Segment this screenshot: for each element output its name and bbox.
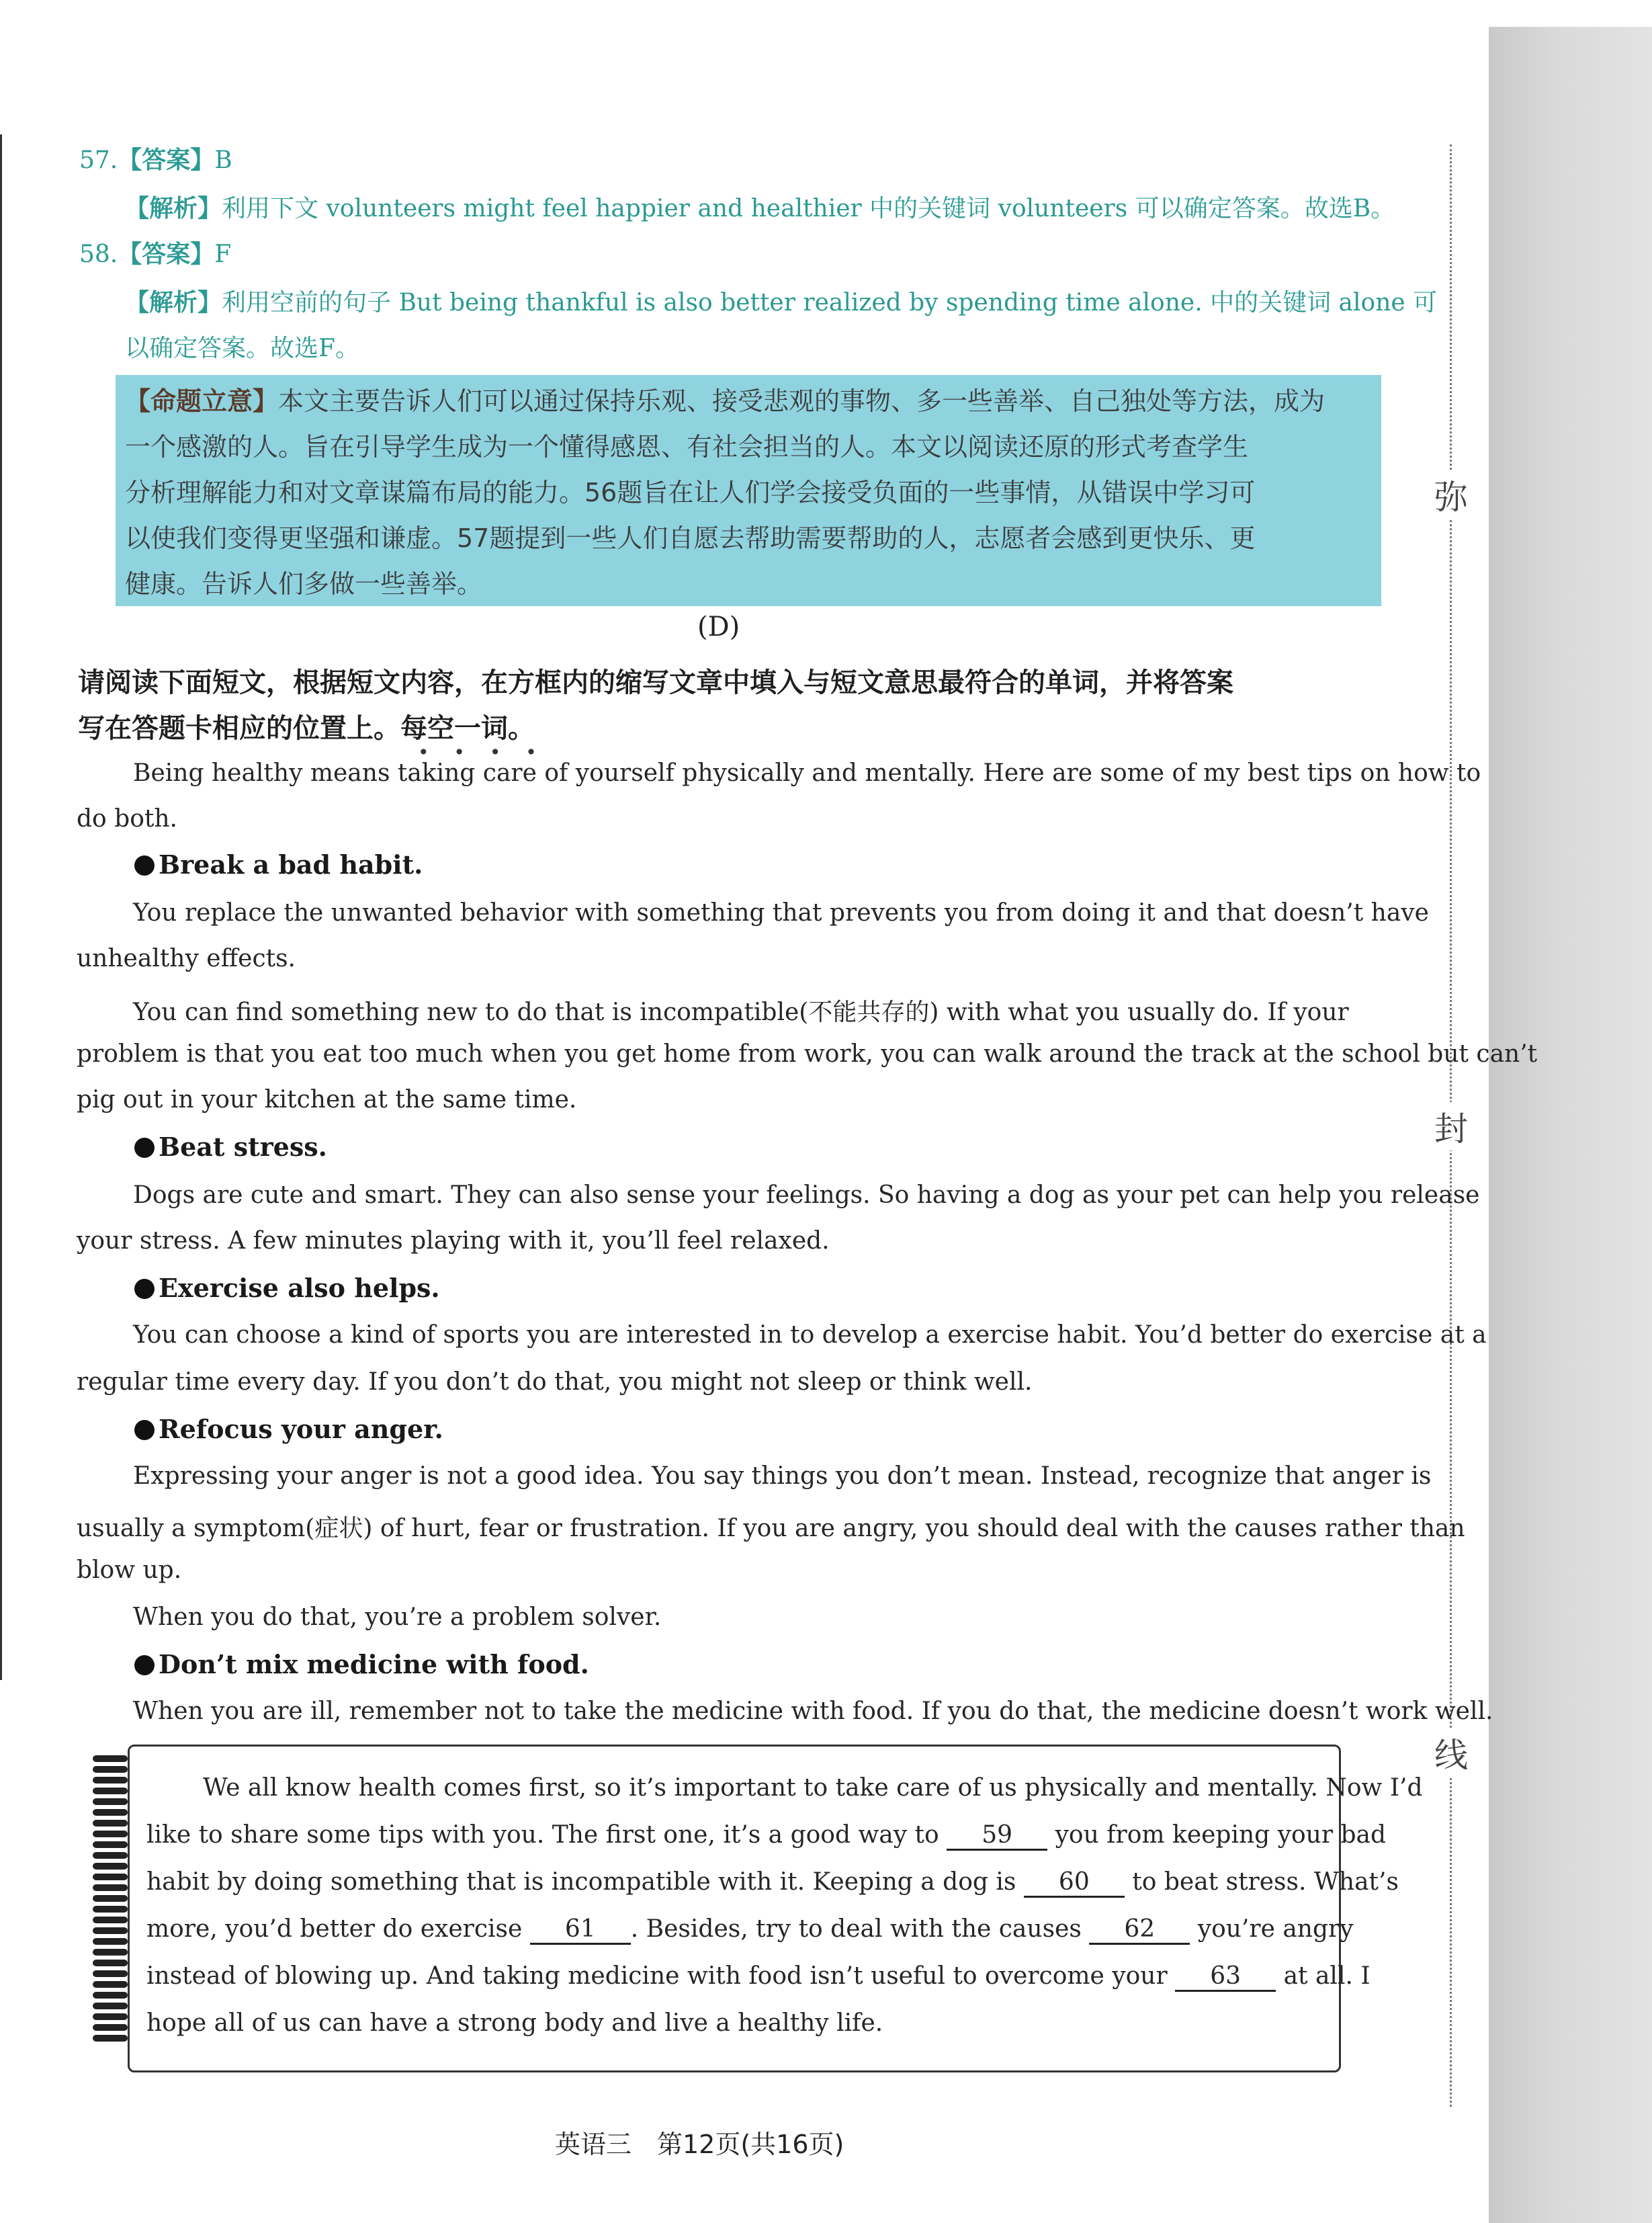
p4-line-1: You can choose a kind of sports you are interested in to develop a exercise habit. You’d better do exercise at a xyxy=(133,1321,1487,1349)
section-label: (D) xyxy=(697,612,740,642)
answer-number: 58. xyxy=(79,241,118,268)
blank-62[interactable]: 62 xyxy=(1089,1915,1190,1945)
bullet-icon xyxy=(134,1420,155,1440)
analysis-58-line-2: 以确定答案。故选F。 xyxy=(125,335,359,362)
p2-line-3: pig out in your kitchen at the same time. xyxy=(77,1086,577,1114)
summary-text: more, you’d better do exercise xyxy=(146,1915,523,1943)
bullet-icon xyxy=(134,1655,155,1675)
instructions-line-1: 请阅读下面短文，根据短文内容，在方框内的缩写文章中填入与短文意思最符合的单词，并将答案 xyxy=(78,667,1233,698)
heading-refocus-anger xyxy=(134,1414,443,1444)
answer-value: F xyxy=(214,241,232,268)
passage-intro-2: do both. xyxy=(77,805,177,833)
analysis-57-line xyxy=(125,190,1395,224)
analysis-58-line xyxy=(125,284,1437,318)
page-footer: 英语三 第12页(共16页) xyxy=(555,2130,844,2159)
left-margin-rule xyxy=(0,134,2,1680)
blank-61[interactable]: 61 xyxy=(530,1915,631,1945)
analysis-tag: 【解析】 xyxy=(125,289,222,317)
intent-line-3: 分析理解能力和对文章谋篇布局的能力。56题旨在让人们学会接受负面的一些事情，从错误中学习可 xyxy=(125,478,1256,507)
answer-58-line xyxy=(79,235,231,269)
seal-char-mi: 弥 xyxy=(1431,470,1471,519)
analysis-tag: 【解析】 xyxy=(125,195,222,222)
intent-line-5: 健康。告诉人们多做一些善举。 xyxy=(125,569,483,599)
p3-line-2: your stress. A few minutes playing with it, you’ll feel relaxed. xyxy=(77,1227,830,1255)
bullet-icon xyxy=(134,855,155,876)
p5-line-1: Expressing your anger is not a good idea. You say things you don’t mean. Instead, recognize that anger is xyxy=(133,1462,1432,1490)
heading-text: Refocus your anger. xyxy=(159,1414,443,1444)
intent-line-4: 以使我们变得更坚强和谦虚。57题提到一些人们自愿去帮助需要帮助的人，志愿者会感到更快乐、更 xyxy=(125,523,1256,553)
summary-text: you from keeping your bad xyxy=(1055,1821,1387,1849)
summary-text: at all. I xyxy=(1283,1962,1371,1990)
summary-line-1: We all know health comes first, so it’s important to take care of us physically and mentally. Now I’d xyxy=(203,1774,1423,1802)
analysis-text: 利用下文 volunteers might feel happier and healthier 中的关键词 volunteers 可以确定答案。故选B。 xyxy=(222,195,1395,222)
blank-60[interactable]: 60 xyxy=(1024,1868,1125,1898)
summary-text: you’re angry xyxy=(1197,1915,1354,1943)
intent-tag: 【命题立意】 xyxy=(125,386,279,416)
summary-text: like to share some tips with you. The first one, it’s a good way to xyxy=(146,1821,939,1849)
heading-text: Break a bad habit. xyxy=(159,849,423,880)
answer-number: 57. xyxy=(79,146,118,174)
heading-break-bad-habit xyxy=(134,849,423,880)
p1-line-2: unhealthy effects. xyxy=(77,945,296,972)
summary-text: to beat stress. What’s xyxy=(1132,1868,1399,1896)
binding-gutter xyxy=(1489,27,1652,2223)
p1-line-1: You replace the unwanted behavior with something that prevents you from doing it and that doesn’t have xyxy=(133,899,1429,927)
p6-line: When you do that, you’re a problem solver. xyxy=(133,1603,662,1631)
intent-text: 本文主要告诉人们可以通过保持乐观、接受悲观的事物、多一些善举、自己独处等方法，成为 xyxy=(278,386,1325,416)
summary-line-4 xyxy=(146,1915,1354,1945)
heading-exercise xyxy=(134,1273,440,1303)
summary-line-5 xyxy=(146,1962,1371,1992)
spiral-binding-icon xyxy=(93,1755,128,2055)
intent-line-2: 一个感激的人。旨在引导学生成为一个懂得感恩、有社会担当的人。本文以阅读还原的形式考查学生 xyxy=(125,432,1249,462)
passage-intro-1: Being healthy means taking care of yourself physically and mentally. Here are some of my best tips on how to xyxy=(133,759,1481,787)
heading-text: Beat stress. xyxy=(159,1132,327,1162)
blank-59[interactable]: 59 xyxy=(947,1821,1047,1851)
p5-line-3: blow up. xyxy=(77,1556,182,1584)
seal-char-feng: 封 xyxy=(1431,1102,1471,1150)
p2-line-1: You can find something new to do that is incompatible(不能共存的) with what you usually do. If your xyxy=(133,999,1349,1026)
summary-text: instead of blowing up. And taking medicine with food isn’t useful to overcome your xyxy=(146,1962,1168,1990)
blank-63[interactable]: 63 xyxy=(1175,1962,1276,1992)
summary-line-6: hope all of us can have a strong body and live a healthy life. xyxy=(146,2009,883,2037)
p4-line-2: regular time every day. If you don’t do that, you might not sleep or think well. xyxy=(77,1368,1033,1396)
answer-tag: 【答案】 xyxy=(118,241,215,268)
intent-line-1 xyxy=(125,380,1325,417)
p7-line: When you are ill, remember not to take the medicine with food. If you do that, the medicine doesn’t work well. xyxy=(133,1697,1493,1725)
emphasis-dots: • • • • xyxy=(418,741,546,763)
bullet-icon xyxy=(134,1279,155,1299)
summary-text: . Besides, try to deal with the causes xyxy=(630,1915,1082,1943)
heading-medicine xyxy=(134,1649,589,1679)
summary-line-2 xyxy=(146,1821,1386,1851)
summary-line-3 xyxy=(146,1868,1399,1898)
answer-tag: 【答案】 xyxy=(118,146,215,174)
bullet-icon xyxy=(134,1138,155,1158)
heading-text: Don’t mix medicine with food. xyxy=(159,1649,589,1679)
p5-line-2: usually a symptom(症状) of hurt, fear or frustration. If you are angry, you should deal with the causes rather than xyxy=(77,1515,1465,1542)
p2-line-2: problem is that you eat too much when you get home from work, you can walk around the track at the school but can’t xyxy=(77,1040,1538,1068)
answer-value: B xyxy=(214,146,232,174)
instructions-line-2: 写在答题卡相应的位置上。每空一词。 xyxy=(78,713,535,744)
analysis-text: 利用空前的句子 But being thankful is also better realized by spending time alone. 中的关键词 alone 可 xyxy=(222,289,1438,317)
heading-text: Exercise also helps. xyxy=(159,1273,440,1303)
p3-line-1: Dogs are cute and smart. They can also sense your feelings. So having a dog as your pet can help you release xyxy=(133,1181,1480,1209)
seal-char-xian: 线 xyxy=(1431,1728,1471,1777)
summary-text: habit by doing something that is incompatible with it. Keeping a dog is xyxy=(146,1868,1016,1896)
heading-beat-stress xyxy=(134,1132,327,1162)
answer-57-line xyxy=(79,141,232,175)
